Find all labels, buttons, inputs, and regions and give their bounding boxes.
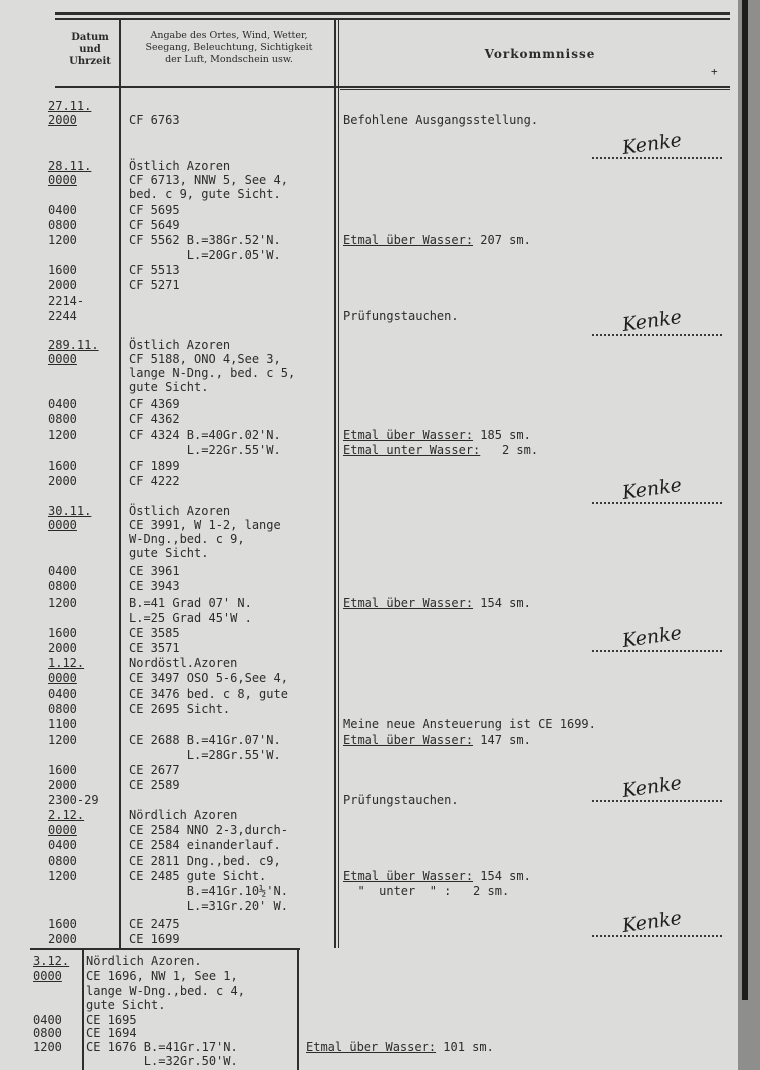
signature: Kenke [620, 305, 684, 337]
log-time: 2214- [48, 294, 85, 308]
log-time: 2000 [48, 932, 77, 946]
log-remark-underlined: Etmal über Wasser: [343, 869, 474, 883]
signature-line [592, 502, 722, 504]
log-location: CF 5271 [129, 278, 180, 292]
header-angabe-line: Seegang, Beleuchtung, Sichtigkeit [145, 42, 313, 53]
log-time: 1600 [48, 917, 77, 931]
log-time: 0400 [48, 203, 77, 217]
header-angabe-line: der Luft, Mondschein usw. [165, 54, 293, 65]
header-angabe-line: Angabe des Ortes, Wind, Wetter, [150, 30, 308, 41]
log-location: CF 4324 B.=40Gr.02'N. [129, 428, 281, 442]
log-location: W-Dng.,bed. c 9, [129, 532, 245, 546]
log-remark: Etmal über Wasser: 147 sm. [343, 733, 531, 747]
column-rule-3 [338, 18, 339, 948]
log-location: CE 2485 gute Sicht. [129, 869, 267, 883]
log-location: CF 4362 [129, 412, 180, 426]
log-time: 27.11. [48, 99, 92, 113]
header-vorkommnisse: Vorkommnisse [484, 47, 596, 61]
log-time: 1600 [48, 626, 77, 640]
log-time: 2000 [48, 641, 77, 655]
log-remark-underlined: Etmal unter Wasser: [343, 443, 481, 457]
log-time: 2300-29 [48, 793, 99, 807]
log-location: CE 1676 B.=41Gr.17'N. [86, 1040, 238, 1054]
log-location: L.=25 Grad 45'W . [129, 611, 252, 625]
tail-column-rule-1 [82, 948, 84, 1070]
log-location: lange W-Dng.,bed. c 4, [86, 984, 245, 998]
log-time: 1200 [48, 596, 77, 610]
log-time: 2000 [48, 278, 77, 292]
log-location: L.=22Gr.55'W. [129, 443, 281, 457]
log-remark: Meine neue Ansteuerung ist CE 1699. [343, 717, 596, 731]
header-bottom-rule [55, 86, 730, 88]
signature: Kenke [620, 128, 684, 160]
log-location: bed. c 9, gute Sicht. [129, 187, 281, 201]
signature-line [592, 334, 722, 336]
log-time: 2000 [48, 778, 77, 792]
log-time: 2244 [48, 309, 77, 323]
log-location: L.=31Gr.20' W. [129, 899, 288, 913]
tail-top-rule [30, 948, 300, 950]
log-time: 0800 [48, 579, 77, 593]
log-location: CE 2589 [129, 778, 180, 792]
log-location: gute Sicht. [86, 998, 166, 1012]
log-remark-underlined: Etmal über Wasser: [343, 233, 474, 247]
header-datum-line: Datum [71, 32, 109, 43]
log-time: 0000 [48, 671, 77, 685]
log-location: CE 1695 [86, 1013, 137, 1027]
log-location: CF 6763 [129, 113, 180, 127]
log-remark: Prüfungstauchen. [343, 793, 459, 807]
log-location: Östlich Azoren [129, 159, 231, 173]
log-remark: Etmal unter Wasser: 2 sm. [343, 443, 539, 457]
log-time: 289.11. [48, 338, 99, 352]
log-location: CF 1899 [129, 459, 180, 473]
log-location: CF 5513 [129, 263, 180, 277]
log-time: 0800 [33, 1026, 62, 1040]
log-time: 1200 [48, 869, 77, 883]
log-location: CF 5649 [129, 218, 180, 232]
log-time: 1200 [48, 733, 77, 747]
log-remark: Etmal über Wasser: 154 sm. [343, 869, 531, 883]
log-time: 0000 [48, 823, 77, 837]
header-datum [60, 32, 120, 68]
log-time: 28.11. [48, 159, 92, 173]
log-location: CF 4369 [129, 397, 180, 411]
log-time: 0000 [48, 173, 77, 187]
log-time: 0000 [48, 352, 77, 366]
log-location: CF 6713, NNW 5, See 4, [129, 173, 288, 187]
log-location: lange N-Dng., bed. c 5, [129, 366, 296, 380]
header-datum-line: und [79, 44, 101, 55]
log-location: CE 3991, W 1-2, lange [129, 518, 281, 532]
signature-line [592, 935, 722, 937]
log-location: CE 2811 Dng.,bed. c9, [129, 854, 281, 868]
log-time: 0800 [48, 412, 77, 426]
log-location: CE 3961 [129, 564, 180, 578]
header-datum-line: Uhrzeit [69, 56, 111, 67]
log-location: CE 2677 [129, 763, 180, 777]
header-bottom-rule-2 [340, 89, 730, 90]
log-location: Nordöstl.Azoren [129, 656, 238, 670]
log-location: CE 3476 bed. c 8, gute [129, 687, 288, 701]
log-remark: Etmal über Wasser: 207 sm. [343, 233, 531, 247]
log-time: 0400 [48, 687, 77, 701]
log-remark: " unter " : 2 sm. [343, 884, 510, 898]
log-location: L.=20Gr.05'W. [129, 248, 281, 262]
log-remark-underlined: Etmal über Wasser: [343, 596, 474, 610]
page-edge-shadow [742, 0, 748, 1000]
log-location: Nördlich Azoren [129, 808, 238, 822]
log-time: 0400 [48, 564, 77, 578]
log-remark-underlined: Etmal über Wasser: [306, 1040, 437, 1054]
signature: Kenke [620, 621, 684, 653]
log-location: gute Sicht. [129, 380, 209, 394]
log-remark-underlined: Etmal über Wasser: [343, 428, 474, 442]
log-location: CE 2695 Sicht. [129, 702, 231, 716]
log-time: 1600 [48, 763, 77, 777]
log-time: 0800 [48, 702, 77, 716]
log-location: CE 3943 [129, 579, 180, 593]
log-time: 0400 [33, 1013, 62, 1027]
log-location: Östlich Azoren [129, 338, 231, 352]
log-location: CF 5188, ONO 4,See 3, [129, 352, 281, 366]
log-time: 0000 [48, 518, 77, 532]
signature-line [592, 650, 722, 652]
log-remark: Befohlene Ausgangsstellung. [343, 113, 539, 127]
log-time: 1200 [48, 428, 77, 442]
log-time: 30.11. [48, 504, 92, 518]
log-time: 2.12. [48, 808, 85, 822]
log-time: 0000 [33, 969, 62, 983]
log-location: CE 3585 [129, 626, 180, 640]
log-location: L.=28Gr.55'W. [129, 748, 281, 762]
log-time: 0400 [48, 397, 77, 411]
log-location: CF 5562 B.=38Gr.52'N. [129, 233, 281, 247]
log-time: 0800 [48, 854, 77, 868]
top-rule [55, 12, 730, 15]
log-location: CE 2688 B.=41Gr.07'N. [129, 733, 281, 747]
log-location: CE 1699 [129, 932, 180, 946]
log-remark: Etmal über Wasser: 101 sm. [306, 1040, 494, 1054]
log-time: 1600 [48, 263, 77, 277]
tail-column-rule-2 [297, 948, 299, 1070]
log-location: CF 5695 [129, 203, 180, 217]
log-location: Östlich Azoren [129, 504, 231, 518]
log-time: 1600 [48, 459, 77, 473]
log-time: 1200 [48, 233, 77, 247]
log-time: 0400 [48, 838, 77, 852]
log-location: CE 2475 [129, 917, 180, 931]
log-time: 1.12. [48, 656, 85, 670]
log-location: gute Sicht. [129, 546, 209, 560]
log-location: CF 4222 [129, 474, 180, 488]
log-time: 1200 [33, 1040, 62, 1054]
log-time: 0800 [48, 218, 77, 232]
log-remark: Etmal über Wasser: 185 sm. [343, 428, 531, 442]
log-location: Nördlich Azoren. [86, 954, 202, 968]
header-rule [55, 18, 730, 20]
log-time: 2000 [48, 474, 77, 488]
signature-line [592, 800, 722, 802]
signature: Kenke [620, 906, 684, 938]
signature-line [592, 157, 722, 159]
signature: Kenke [620, 473, 684, 505]
log-location: CE 2584 einanderlauf. [129, 838, 281, 852]
log-location: CE 1696, NW 1, See 1, [86, 969, 238, 983]
header-mark: + [711, 65, 718, 78]
log-time: 1100 [48, 717, 77, 731]
log-location: CE 2584 NNO 2-3,durch- [129, 823, 288, 837]
log-remark: Etmal über Wasser: 154 sm. [343, 596, 531, 610]
log-remark: Prüfungstauchen. [343, 309, 459, 323]
signature: Kenke [620, 771, 684, 803]
log-location: L.=32Gr.50'W. [86, 1054, 238, 1068]
column-rule-2 [334, 18, 336, 948]
log-location: CE 3497 OSO 5-6,See 4, [129, 671, 288, 685]
log-remark-underlined: Etmal über Wasser: [343, 733, 474, 747]
header-angabe [124, 30, 334, 66]
log-time: 2000 [48, 113, 77, 127]
log-location: B.=41 Grad 07' N. [129, 596, 252, 610]
log-location: B.=41Gr.10½'N. [129, 884, 288, 898]
log-location: CE 3571 [129, 641, 180, 655]
column-rule-1 [119, 18, 121, 948]
log-time: 3.12. [33, 954, 70, 968]
log-location: CE 1694 [86, 1026, 137, 1040]
